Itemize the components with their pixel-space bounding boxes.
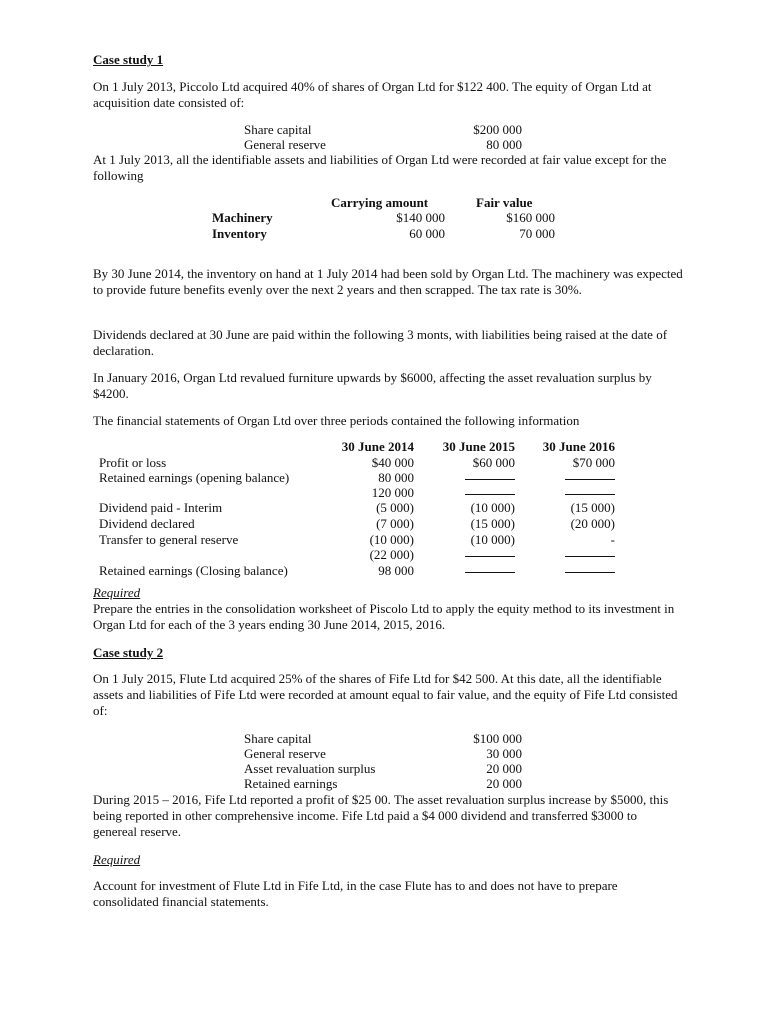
fs-value: 120 000 — [371, 485, 414, 500]
case1-heading: Case study 1 — [93, 52, 164, 67]
case1-intro: On 1 July 2013, Piccolo Ltd acquired 40% of shares of Organ Ltd for $122 400. The equity of Organ Ltd at acquisition date consisted of: — [93, 79, 652, 110]
fs-value: - — [610, 532, 615, 547]
equity-value: 20 000 — [486, 776, 522, 791]
fs-value: (22 000) — [369, 547, 414, 562]
fs-value: $60 000 — [472, 455, 515, 470]
case1-required-label: Required — [93, 585, 141, 600]
equity-value: 80 000 — [486, 137, 522, 152]
fv-fair: 70 000 — [519, 226, 555, 241]
fv-header-carrying: Carrying amount — [331, 195, 429, 210]
fs-value: (10 000) — [470, 532, 515, 547]
fs-value: 98 000 — [378, 563, 414, 578]
fv-carrying: $140 000 — [396, 210, 445, 225]
equity-value: $100 000 — [473, 731, 522, 746]
equity-label: Share capital — [244, 731, 312, 746]
equity-value: 30 000 — [486, 746, 522, 761]
equity-label: General reserve — [244, 746, 326, 761]
fs-blank-line — [465, 483, 515, 499]
fs-blank-line — [565, 561, 615, 577]
case2-para-during: During 2015 – 2016, Fife Ltd reported a profit of $25 00. The asset revaluation surplus increase by $5000, this being reported in other comprehensive income. Fife Ltd paid a $4 000 dividend and transferred $3000 to genereal reserve. — [93, 792, 669, 839]
fs-value: (10 000) — [470, 500, 515, 515]
fv-header-fair: Fair value — [476, 195, 533, 210]
fs-blank-line — [565, 483, 615, 499]
fs-row-label: Dividend paid - Interim — [99, 500, 223, 515]
case1-required-text: Prepare the entries in the consolidation worksheet of Piscolo Ltd to apply the equity method to its investment in Organ Ltd for each of the 3 years ending 30 June 2014, 2015, 2016. — [93, 601, 675, 632]
fs-blank-line — [465, 561, 515, 577]
case1-fair-value-intro: At 1 July 2013, all the identifiable assets and liabilities of Organ Ltd were recorded at fair value except for the following — [93, 152, 667, 183]
equity-label: Asset revaluation surplus — [244, 761, 376, 776]
case2-required-label: Required — [93, 852, 141, 867]
fs-value: 80 000 — [378, 470, 414, 485]
fs-header: 30 June 2016 — [542, 439, 615, 454]
case1-para-inventory: By 30 June 2014, the inventory on hand at 1 July 2014 had been sold by Organ Ltd. The machinery was expected to provide future benefits evenly over the next 2 years and then scrapped. The tax rate is 30%. — [93, 266, 683, 297]
case1-para-dividends: Dividends declared at 30 June are paid within the following 3 monts, with liabilities being raised at the date of declaration. — [93, 327, 668, 358]
fv-row-label: Inventory — [212, 226, 267, 241]
case1-para-fs: The financial statements of Organ Ltd over three periods contained the following information — [93, 413, 580, 428]
equity-label: Retained earnings — [244, 776, 338, 791]
equity-label: Share capital — [244, 122, 312, 137]
fs-value: $70 000 — [572, 455, 615, 470]
fs-header: 30 June 2015 — [442, 439, 515, 454]
fs-blank-line — [465, 468, 515, 484]
equity-label: General reserve — [244, 137, 326, 152]
fs-row-label: Profit or loss — [99, 455, 167, 470]
case1-para-revalue: In January 2016, Organ Ltd revalued furniture upwards by $6000, affecting the asset revaluation surplus by $4200. — [93, 370, 652, 401]
fs-value: (20 000) — [570, 516, 615, 531]
fs-value: $40 000 — [371, 455, 414, 470]
fv-fair: $160 000 — [506, 210, 555, 225]
fs-blank-line — [465, 545, 515, 561]
fs-row-label: Retained earnings (opening balance) — [99, 470, 290, 485]
fs-row-label: Retained earnings (Closing balance) — [99, 563, 288, 578]
equity-value: $200 000 — [473, 122, 522, 137]
equity-value: 20 000 — [486, 761, 522, 776]
fs-value: (5 000) — [376, 500, 414, 515]
fs-row-label: Transfer to general reserve — [99, 532, 239, 547]
case2-required-text: Account for investment of Flute Ltd in Fife Ltd, in the case Flute has to and does not have to prepare consolidated financial statements. — [93, 878, 618, 909]
fs-blank-line — [565, 468, 615, 484]
fs-value: (15 000) — [470, 516, 515, 531]
fv-row-label: Machinery — [212, 210, 273, 225]
fs-value: (7 000) — [376, 516, 414, 531]
fv-carrying: 60 000 — [409, 226, 445, 241]
fs-blank-line — [565, 545, 615, 561]
fs-row-label: Dividend declared — [99, 516, 195, 531]
case2-heading: Case study 2 — [93, 645, 164, 660]
fs-value: (10 000) — [369, 532, 414, 547]
fs-value: (15 000) — [570, 500, 615, 515]
case2-intro: On 1 July 2015, Flute Ltd acquired 25% of the shares of Fife Ltd for $42 500. At this date, all the identifiable assets and liabilities of Fife Ltd were recorded at amount equal to fair value, and the equity of Fife Ltd consisted of: — [93, 671, 678, 718]
fs-header: 30 June 2014 — [341, 439, 414, 454]
